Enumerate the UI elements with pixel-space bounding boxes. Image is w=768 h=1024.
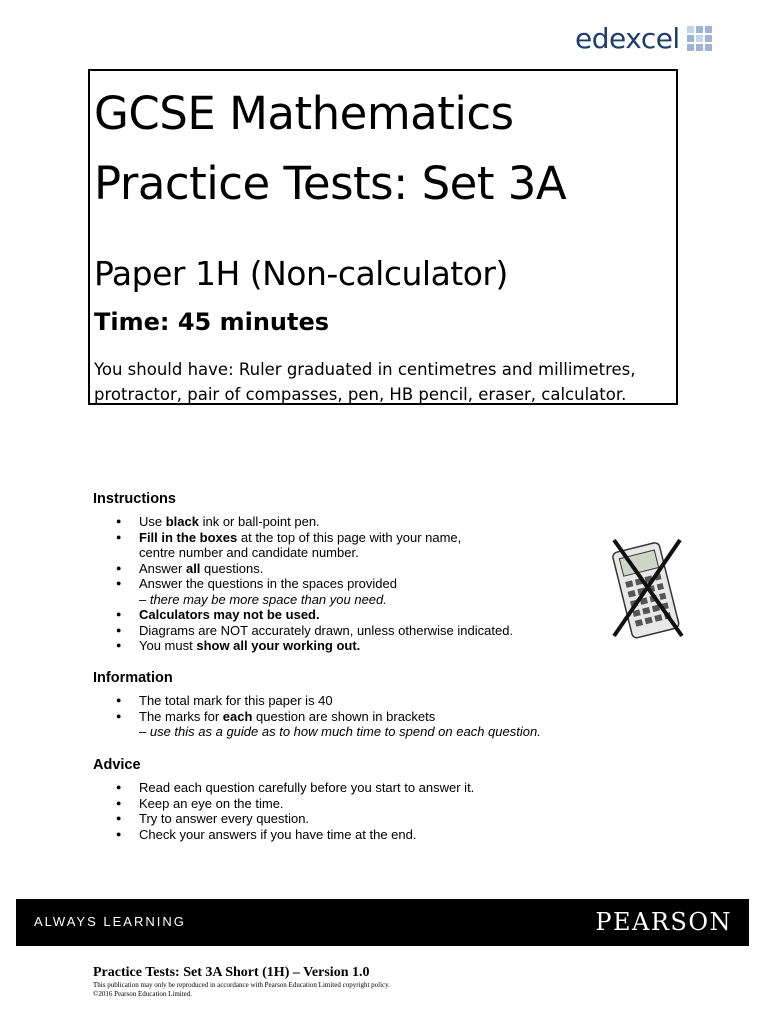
equipment-line-1: You should have: Ruler graduated in centimetres and millimetres, — [94, 360, 636, 379]
list-item: ● Read each question carefully before you start to answer it. — [93, 780, 474, 796]
footer-text — [93, 965, 390, 999]
footer-copyright: ©2016 Pearson Education Limited. — [93, 990, 193, 998]
instructions-section — [93, 491, 513, 654]
list-item: ● Try to answer every question. — [93, 811, 474, 827]
instructions-heading: Instructions — [93, 491, 176, 507]
paper-title: Paper 1H (Non-calculator) — [94, 254, 508, 293]
list-item: ● Calculators may not be used. — [93, 607, 513, 623]
list-item: ● The total mark for this paper is 40 — [93, 693, 541, 709]
list-item: ● You must show all your working out. — [93, 638, 513, 654]
list-item: ● The marks for each question are shown in brackets – use this as a guide as to how much time to spend on each question. — [93, 709, 541, 740]
edexcel-logo — [575, 22, 712, 55]
list-item: ● Answer the questions in the spaces provided – there may be more space than you need. — [93, 576, 513, 607]
title-box — [88, 69, 678, 405]
logo-grid-icon — [687, 26, 712, 51]
page-title — [94, 79, 566, 219]
advice-heading: Advice — [93, 757, 141, 773]
footer-version: Practice Tests: Set 3A Short (1H) – Version 1.0 — [93, 965, 370, 980]
list-item: ● Fill in the boxes at the top of this page with your name, centre number and candidate number. — [93, 530, 513, 561]
always-learning-text: ALWAYS LEARNING — [34, 914, 186, 929]
list-item: ● Answer all questions. — [93, 561, 513, 577]
title-line-1: GCSE Mathematics — [94, 87, 514, 140]
list-item: ● Check your answers if you have time at the end. — [93, 827, 474, 843]
footer-banner — [16, 899, 749, 946]
pearson-logo: PEARSON — [595, 908, 732, 936]
no-calculator-icon — [606, 536, 688, 642]
equipment-line-2: protractor, pair of compasses, pen, HB pencil, eraser, calculator. — [94, 385, 627, 404]
equipment-text — [94, 357, 674, 407]
information-heading: Information — [93, 670, 173, 686]
logo-text: edexcel — [575, 22, 680, 55]
advice-section — [93, 757, 474, 842]
time-allowed: Time: 45 minutes — [94, 308, 330, 336]
footer-copyright-policy: This publication may only be reproduced in accordance with Pearson Education Limited copyright policy. — [93, 981, 390, 989]
list-item: ● Keep an eye on the time. — [93, 796, 474, 812]
list-item: ● Use black ink or ball-point pen. — [93, 514, 513, 530]
list-item: ● Diagrams are NOT accurately drawn, unless otherwise indicated. — [93, 623, 513, 639]
information-section — [93, 670, 541, 740]
title-line-2: Practice Tests: Set 3A — [94, 157, 567, 210]
